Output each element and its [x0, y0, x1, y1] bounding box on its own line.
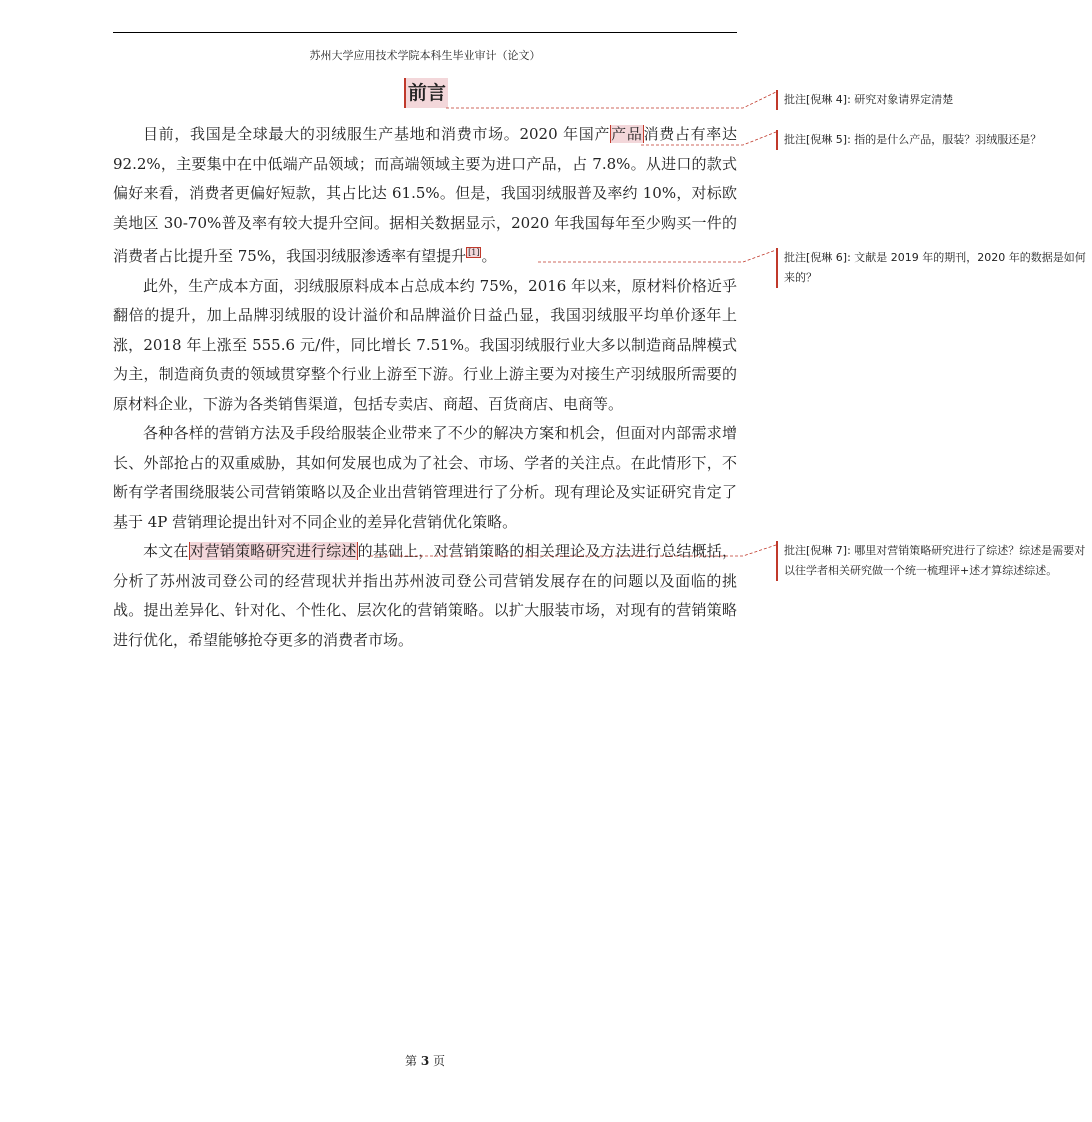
- running-header: 苏州大学应用技术学院本科生毕业审计（论文）: [309, 49, 541, 62]
- connector-4: [446, 92, 776, 108]
- page-label-prefix: 第: [404, 1054, 417, 1068]
- comment-anchor-7[interactable]: 对营销策略研究进行综述: [189, 542, 357, 560]
- p1-text-a: 目前，我国是全球最大的羽绒服生产基地和消费市场。2020 年国产: [143, 125, 611, 143]
- reference-mark[interactable]: [1]: [468, 248, 480, 257]
- comment-anchor-5[interactable]: 产品: [611, 125, 643, 143]
- comment-label: 批注[倪琳 7]:: [784, 544, 851, 557]
- paragraph-2: 此外，生产成本方面，羽绒服原料成本占总成本约 75%，2016 年以来，原材料价格近乎翻倍的提升，加上品牌羽绒服的设计溢价和品牌溢价日益凸显，我国羽绒服平均单价逐年上涨，2018 年上涨至 555.6 元/件，同比增长 7.51%。我国羽绒服行业大多以制造商品牌模式为主，制造商负责的领域贯穿整个行业上游至下游。行业上游主要为对接生产羽绒服所需要的原材料企业，下游为各类销售渠道，包括专卖店、商超、百货商店、电商等。: [113, 276, 737, 413]
- section-title[interactable]: 前言: [404, 78, 448, 108]
- paragraph-4: [113, 537, 737, 655]
- p1-text-b: 消费占有率达 92.2%，主要集中在中低端产品领域；而高端领域主要为进口产品，占 7.8%。从进口的款式偏好来看，消费者更偏好短款，其占比达 61.5%。但是，我国羽绒服普及率约 10%，对标欧美地区 30-70%普及率有较大提升空间。据相关数据显示，2020 年我国每年至少购买一件的消费者占比提升至 75%，我国羽绒服渗透率有望提升: [113, 125, 737, 265]
- p4-text-b: 的基础上，对营销策略的相关理论及方法进行总结概括，分析了苏州波司登公司的经营现状并指出苏州波司登公司营销发展存在的问题以及面临的挑战。提出差异化、针对化、个性化、层次化的营销策略。以扩大服装市场，对现有的营销策略进行优化，希望能够抢夺更多的消费者市场。: [113, 542, 737, 649]
- p4-text-a: 本文在: [143, 542, 189, 560]
- page-number: [0, 1052, 850, 1069]
- page-number-value: 3: [420, 1054, 430, 1068]
- comment-4[interactable]: [776, 90, 1092, 110]
- paragraph-1: [113, 120, 737, 272]
- page-label-suffix: 页: [433, 1054, 446, 1068]
- comment-label: 批注[倪琳 4]:: [784, 93, 851, 106]
- comment-7[interactable]: [776, 541, 1092, 581]
- p1-text-c: 。: [481, 247, 497, 265]
- comment-5[interactable]: [776, 130, 1092, 150]
- header-line: [113, 32, 737, 33]
- document-body: [113, 120, 737, 655]
- paragraph-3: 各种各样的营销方法及手段给服装企业带来了不少的解决方案和机会，但面对内部需求增长、外部抢占的双重威胁，其如何发展也成为了社会、市场、学者的关注点。在此情形下，不断有学者围绕服装公司营销策略以及企业出营销管理进行了分析。现有理论及实证研究肯定了基于 4P 营销理论提出针对不同企业的差异化营销优化策略。: [113, 424, 737, 531]
- comment-label: 批注[倪琳 5]:: [784, 133, 851, 146]
- comment-text: 指的是什么产品，服装？羽绒服还是？: [854, 133, 1042, 146]
- comment-label: 批注[倪琳 6]:: [784, 251, 851, 264]
- comment-6[interactable]: [776, 248, 1092, 288]
- comment-text: 文献是 2019 年的期刊，2020 年的数据是如何来的？: [784, 251, 1086, 284]
- comment-text: 哪里对营销策略研究进行了综述？综述是需要对以往学者相关研究做一个统一梳理评+述才算综述综述。: [784, 544, 1086, 577]
- comment-text: 研究对象请界定清楚: [854, 93, 954, 106]
